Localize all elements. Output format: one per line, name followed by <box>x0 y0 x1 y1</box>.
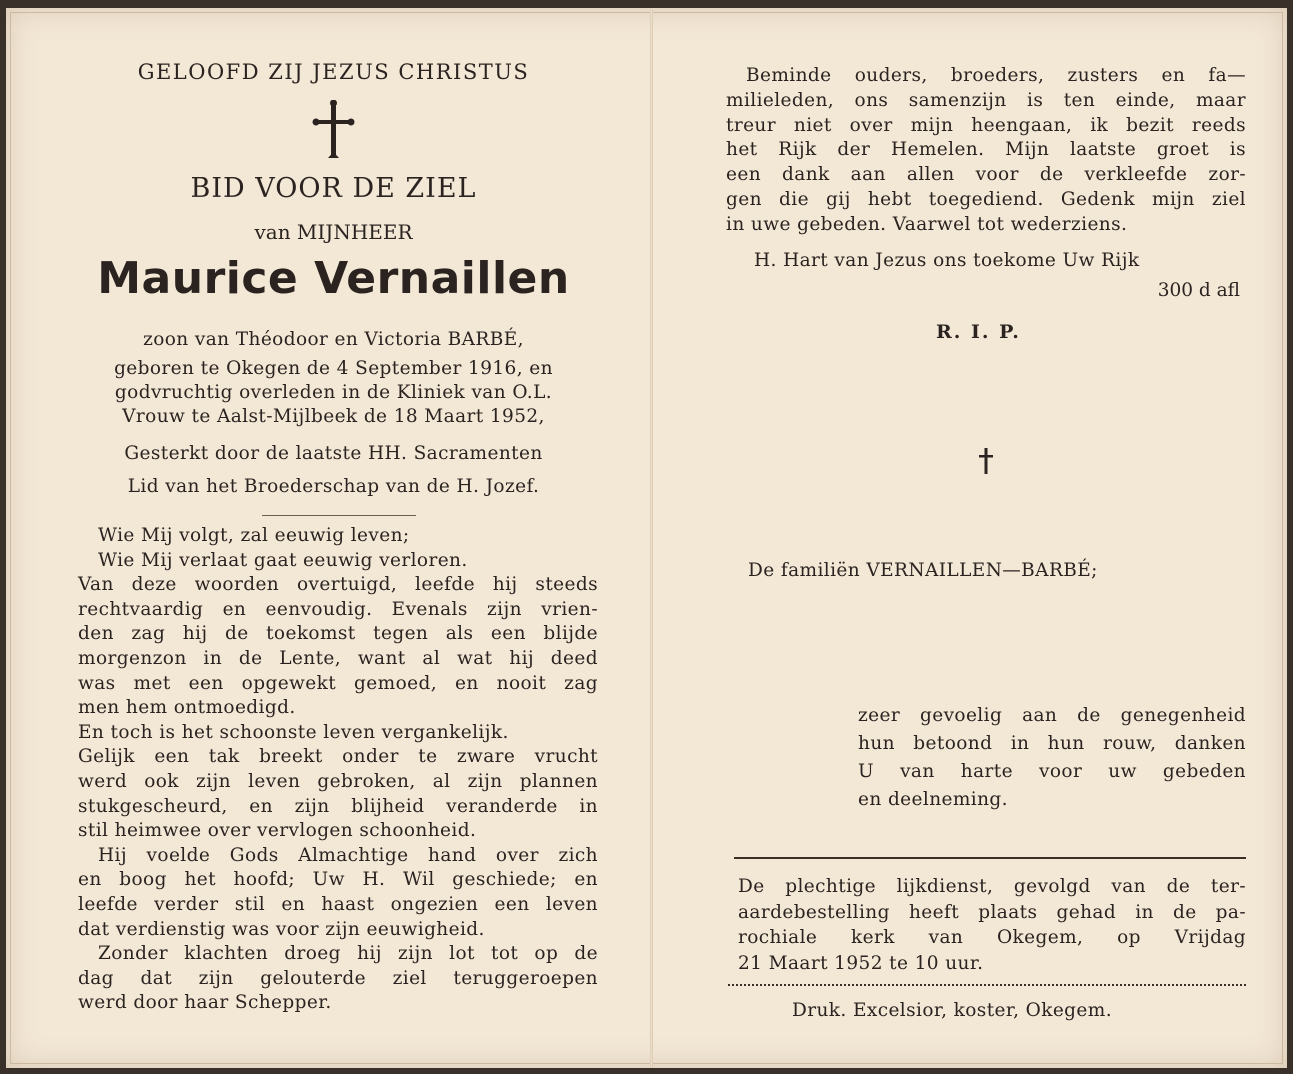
bio-line: godvruchtig overleden in de Kliniek van O.L. <box>114 382 553 403</box>
title-line: van MIJNHEER <box>254 220 413 244</box>
sacraments-line: Gesterkt door de laatste HH. Sacramenten <box>124 443 543 464</box>
text-line: in uwe gebeden. Vaarwel tot wederziens. <box>726 213 1128 235</box>
text-line: leefde verder stil en haast ongezien een leven <box>78 893 598 915</box>
text-line: een dank aan allen voor de verkleefde zor- <box>726 164 1246 186</box>
text-line: Gelijk een tak breekt onder te zware vrucht <box>78 746 598 768</box>
text-line: aardebestelling heeft plaats gehad in de pa- <box>738 901 1246 923</box>
text-line: stukgescheurd, en zijn blijheid veranderde in <box>78 795 598 817</box>
prayer-line: H. Hart van Jezus ons toekome Uw Rijk <box>754 250 1140 271</box>
text-line: U van harte voor uw gebeden <box>858 761 1246 782</box>
text-line: dag dat zijn gelouterde ziel teruggeroepen <box>78 967 598 989</box>
left-panel <box>66 8 601 1068</box>
text-line: En toch is het schoonste leven vergankelijk. <box>78 721 509 743</box>
parents-line: zoon van Théodoor en Victoria BARBÉ, <box>143 329 524 350</box>
heading: BID VOOR DE ZIEL <box>190 173 477 204</box>
text-line: morgenzon in de Lente, want al wat hij deed <box>78 647 598 669</box>
text-line: en deelneming. <box>858 789 1008 810</box>
families-line: De familiën VERNAILLEN—BARBÉ; <box>748 560 1098 581</box>
ornate-cross-icon <box>66 100 601 160</box>
invocation: GELOOFD ZIJ JEZUS CHRISTUS <box>137 60 530 84</box>
bio-line: geboren te Okegen de 4 September 1916, en <box>114 358 553 379</box>
memorial-text <box>78 524 598 1016</box>
text-line: milieleden, ons samenzijn is ten einde, maar <box>726 89 1246 111</box>
deceased-name: Maurice Vernaillen <box>97 253 570 304</box>
cross-icon <box>976 446 996 476</box>
text-line: 21 Maart 1952 te 10 uur. <box>738 952 984 974</box>
funeral-notice <box>738 874 1246 976</box>
text-line: zeer gevoelig aan de genegenheid <box>858 705 1246 726</box>
text-line: stil heimwee over vervlogen schoonheid. <box>78 820 477 842</box>
text-line: Wie Mij volgt, zal eeuwig leven; <box>98 525 410 546</box>
text-line: Hij voelde Gods Almachtige hand over zich <box>98 844 598 866</box>
text-line: Van deze woorden overtuigd, leefde hij steeds <box>78 574 598 596</box>
text-line: en boog het hoofd; Uw H. Wil geschiede; en <box>78 869 598 891</box>
text-line: men hem ontmoedigd. <box>78 697 296 719</box>
printer-credit: Druk. Excelsior, koster, Okegem. <box>792 1000 1112 1021</box>
right-panel <box>726 8 1246 1068</box>
text-line: Zonder klachten droeg hij zijn lot tot op de <box>98 943 598 965</box>
rip-text: R. I. P. <box>936 321 1021 343</box>
text-line: rochiale kerk van Okegem, op Vrijdag <box>738 927 1246 948</box>
text-line: den zag hij de toekomst tegen als een blijde <box>78 623 598 645</box>
memorial-card <box>6 8 1287 1068</box>
farewell-message <box>726 64 1246 238</box>
text-line: was met een opgewekt gemoed, en nooit zag <box>78 672 598 694</box>
divider <box>734 857 1246 859</box>
dotted-divider <box>728 984 1246 986</box>
center-fold <box>650 8 653 1068</box>
text-line: het Rijk der Hemelen. Mijn laatste groet is <box>726 139 1246 161</box>
text-line: treur niet over mijn heengaan, ik bezit reeds <box>726 114 1246 136</box>
text-line: werd door haar Schepper. <box>78 992 332 1014</box>
bio-line: Vrouw te Aalst-Mijlbeek de 18 Maart 1952, <box>122 406 545 427</box>
divider <box>262 515 416 516</box>
text-line: werd ook zijn leven gebroken, al zijn plannen <box>78 770 598 792</box>
text-line: dat verdienstig was voor zijn eeuwigheid. <box>78 918 485 940</box>
text-line: hun betoond in hun rouw, danken <box>858 733 1246 754</box>
membership-line: Lid van het Broederschap van de H. Jozef. <box>127 476 540 497</box>
text-line: rechtvaardig en eenvoudig. Evenals zijn vrien- <box>78 598 598 620</box>
text-line: Wie Mij verlaat gaat eeuwig verloren. <box>98 549 468 571</box>
text-line: Beminde ouders, broeders, zusters en fa— <box>746 65 1246 86</box>
thanks-text <box>858 702 1246 814</box>
text-line: gen die gij hebt toegediend. Gedenk mijn ziel <box>726 188 1246 210</box>
text-line: De plechtige lijkdienst, gevolgd van de ter- <box>738 876 1246 897</box>
indulgence-note: 300 d afl <box>1157 280 1240 301</box>
